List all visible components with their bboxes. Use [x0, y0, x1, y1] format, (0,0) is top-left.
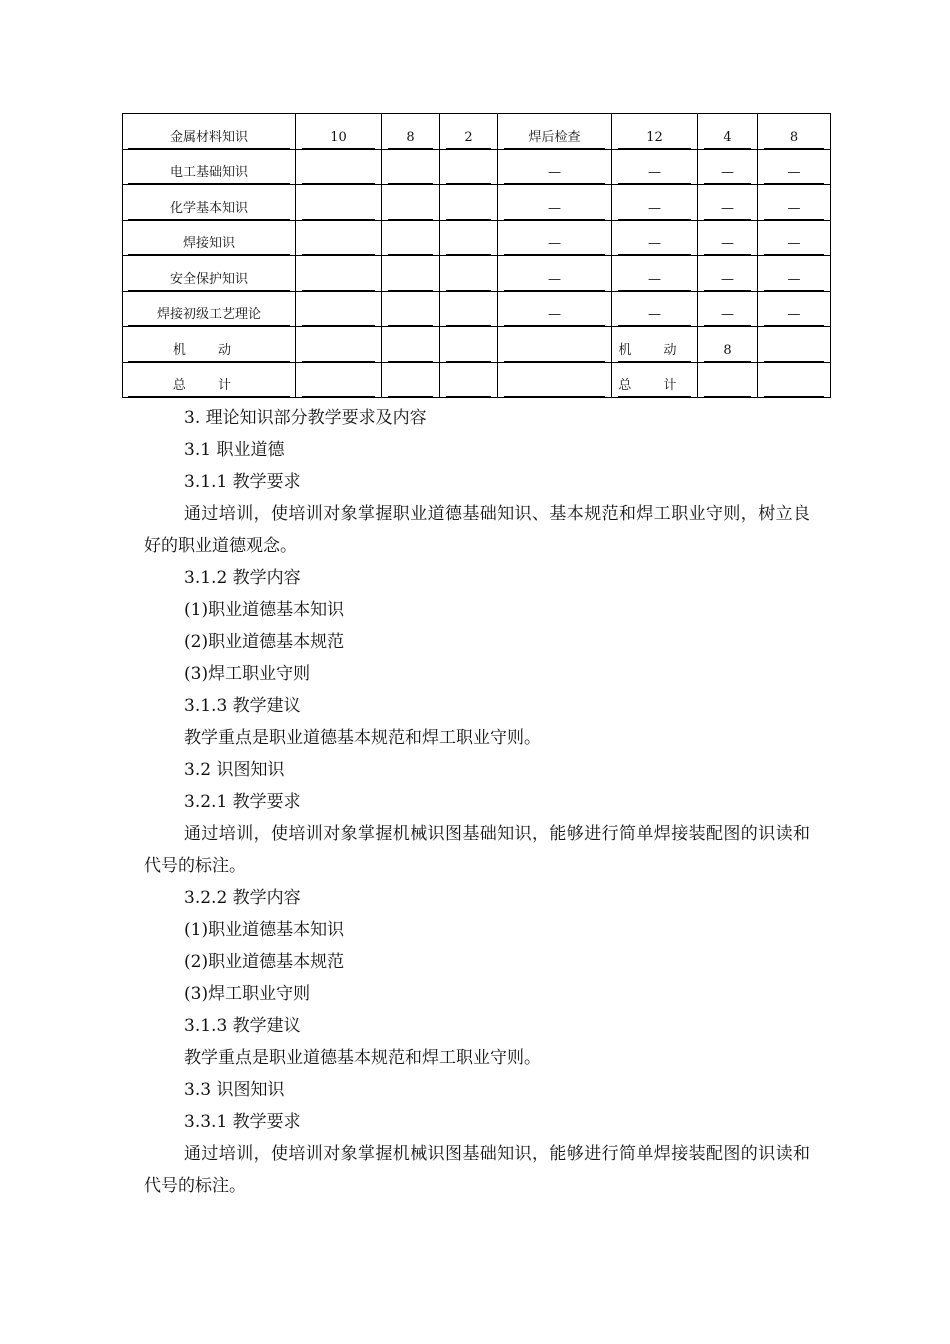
table-cell: [382, 291, 440, 327]
table-cell: —: [758, 185, 831, 221]
list-item: (3)焊工职业守则: [184, 664, 311, 684]
paragraph: 通过培训，使培训对象掌握机械识图基础知识，能够进行简单焊接装配图的识读和代号的标注。: [144, 1144, 810, 1196]
hours-table: [122, 113, 831, 398]
subsection-heading: 3.2.1 教学要求: [184, 792, 301, 812]
subsection-heading: 3.3.1 教学要求: [184, 1112, 301, 1132]
table-row: [123, 114, 831, 150]
table-cell: [698, 362, 758, 398]
table-cell: 电工基础知识: [123, 149, 296, 185]
table-cell: [498, 362, 612, 398]
table-cell: [296, 362, 382, 398]
table-cell: [758, 327, 831, 363]
paragraph: 教学重点是职业道德基本规范和焊工职业守则。: [184, 728, 541, 748]
table-cell: 机 动: [612, 327, 698, 363]
table-cell: —: [498, 220, 612, 256]
subsection-heading: 3.1.3 教学建议: [184, 696, 301, 716]
paragraph: 教学重点是职业道德基本规范和焊工职业守则。: [184, 1048, 541, 1068]
table-cell: —: [698, 220, 758, 256]
table-cell: 焊接知识: [123, 220, 296, 256]
table-cell: —: [698, 149, 758, 185]
table-cell: 8: [758, 114, 831, 150]
table-cell: 安全保护知识: [123, 256, 296, 292]
table-cell: —: [612, 256, 698, 292]
table-cell: 化学基本知识: [123, 185, 296, 221]
table-cell: —: [498, 149, 612, 185]
table-cell: 焊接初级工艺理论: [123, 291, 296, 327]
table-row: [123, 327, 831, 363]
table-cell: —: [612, 185, 698, 221]
table-cell: [440, 291, 498, 327]
table-cell: 总 计: [123, 362, 296, 398]
table-cell: [382, 185, 440, 221]
table-cell: [382, 327, 440, 363]
table-cell: 机 动: [123, 327, 296, 363]
table-cell: [440, 220, 498, 256]
table-row: [123, 220, 831, 256]
list-item: (2)职业道德基本规范: [184, 632, 345, 652]
table-cell: [382, 220, 440, 256]
list-item: (3)焊工职业守则: [184, 984, 311, 1004]
table-row: [123, 362, 831, 398]
table-cell: [440, 185, 498, 221]
table-cell: [382, 256, 440, 292]
section-heading: 3.2 识图知识: [184, 760, 285, 780]
table-cell: 12: [612, 114, 698, 150]
table-cell: —: [698, 185, 758, 221]
table-row: [123, 185, 831, 221]
section-heading: 3. 理论知识部分教学要求及内容: [184, 408, 427, 428]
table-cell: —: [498, 256, 612, 292]
table-cell: —: [698, 291, 758, 327]
table-cell: [296, 149, 382, 185]
table-cell: 总 计: [612, 362, 698, 398]
table-row: [123, 256, 831, 292]
table-cell: [296, 185, 382, 221]
table-cell: [758, 362, 831, 398]
list-item: (2)职业道德基本规范: [184, 952, 345, 972]
paragraph: 通过培训，使培训对象掌握职业道德基础知识、基本规范和焊工职业守则，树立良好的职业道德观念。: [144, 504, 810, 556]
table-cell: [440, 327, 498, 363]
table-cell: 4: [698, 114, 758, 150]
list-item: (1)职业道德基本知识: [184, 600, 345, 620]
table-cell: —: [498, 291, 612, 327]
table-row: [123, 291, 831, 327]
table-cell: 焊后检查: [498, 114, 612, 150]
document-body: [144, 402, 810, 1202]
table-cell: [440, 256, 498, 292]
table-cell: [382, 149, 440, 185]
subsection-heading: 3.1.2 教学内容: [184, 568, 301, 588]
section-heading: 3.1 职业道德: [184, 440, 285, 460]
table-cell: —: [612, 291, 698, 327]
table-cell: [296, 327, 382, 363]
table-cell: [382, 362, 440, 398]
table-cell: —: [612, 149, 698, 185]
subsection-heading: 3.1.3 教学建议: [184, 1016, 301, 1036]
table-cell: 8: [382, 114, 440, 150]
table-cell: 10: [296, 114, 382, 150]
table-cell: [296, 220, 382, 256]
subsection-heading: 3.2.2 教学内容: [184, 888, 301, 908]
table-cell: [296, 256, 382, 292]
table-cell: —: [698, 256, 758, 292]
table-cell: —: [758, 220, 831, 256]
table-cell: —: [498, 185, 612, 221]
list-item: (1)职业道德基本知识: [184, 920, 345, 940]
table-cell: —: [758, 291, 831, 327]
paragraph: 通过培训，使培训对象掌握机械识图基础知识，能够进行简单焊接装配图的识读和代号的标注。: [144, 824, 810, 876]
table-cell: 2: [440, 114, 498, 150]
table-cell: —: [758, 149, 831, 185]
section-heading: 3.3 识图知识: [184, 1080, 285, 1100]
table-cell: —: [758, 256, 831, 292]
subsection-heading: 3.1.1 教学要求: [184, 472, 301, 492]
table-cell: [440, 149, 498, 185]
table-cell: 金属材料知识: [123, 114, 296, 150]
table-cell: 8: [698, 327, 758, 363]
table-cell: [296, 291, 382, 327]
table-cell: [498, 327, 612, 363]
table-cell: —: [612, 220, 698, 256]
table-row: [123, 149, 831, 185]
table-cell: [440, 362, 498, 398]
